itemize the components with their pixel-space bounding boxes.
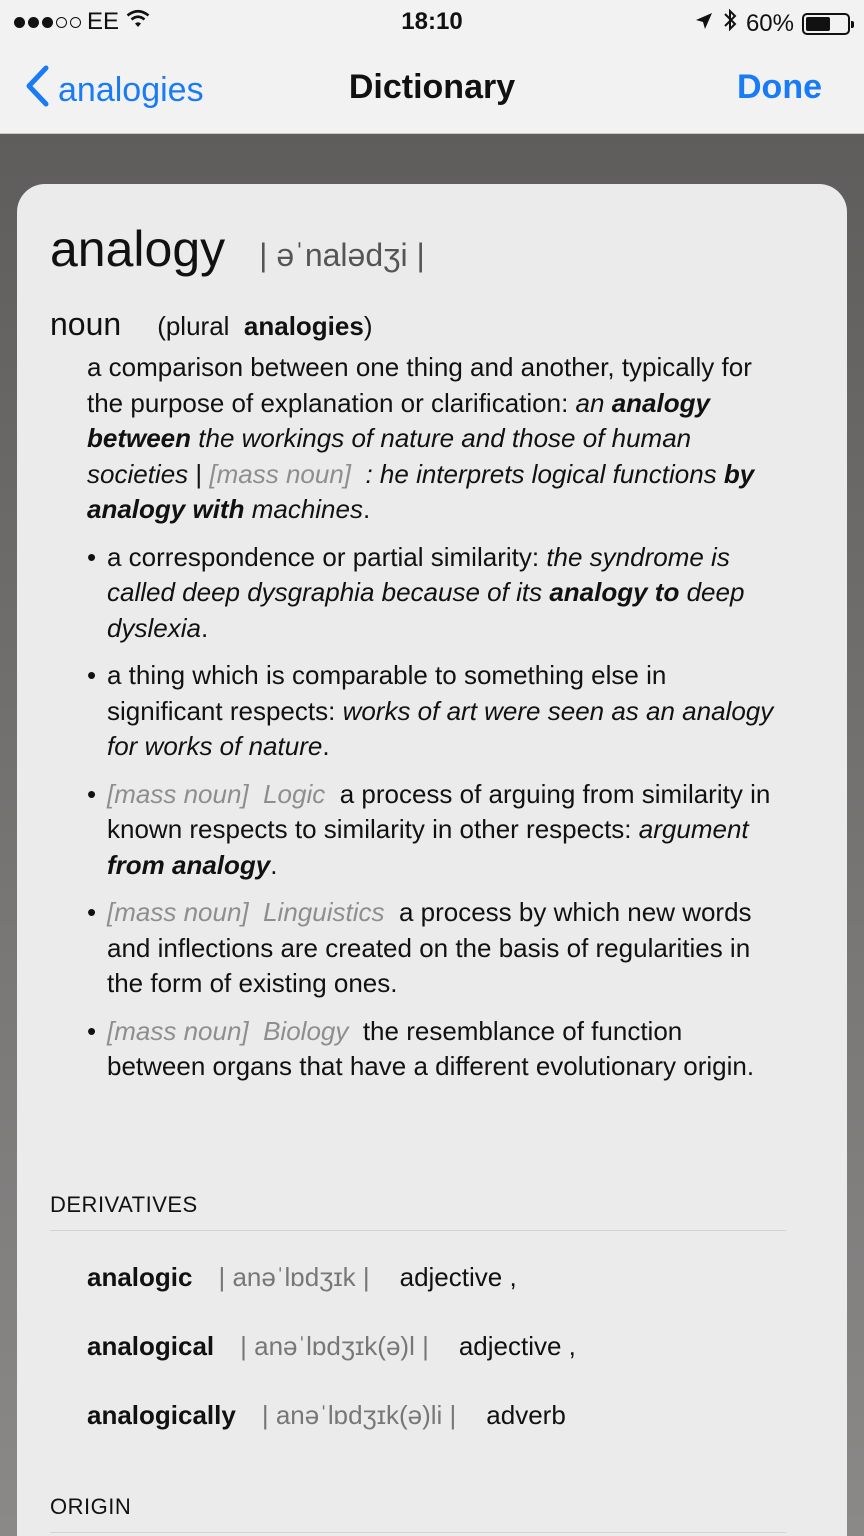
sense-item: • [mass noun] Linguistics a process by which new words and inflections are created on the basis of regularities in the form of existing ones. bbox=[87, 897, 752, 998]
nav-bar bbox=[0, 44, 864, 134]
battery-fill bbox=[806, 17, 830, 31]
carrier-label: EE bbox=[87, 8, 120, 35]
sense-item: • a thing which is comparable to something else in significant respects: works of art were seen as an analogy for works of nature. bbox=[87, 660, 774, 761]
derivative-word: analogical bbox=[87, 1331, 215, 1361]
status-right bbox=[694, 8, 850, 39]
sense-item: • [mass noun] Biology the resemblance of function between organs that have a different evolutionary origin. bbox=[87, 1015, 755, 1081]
back-label: analogies bbox=[58, 71, 204, 109]
derivative-pos: adjective , bbox=[399, 1262, 517, 1292]
section-divider bbox=[50, 1230, 786, 1231]
main-definition: a comparison between one thing and another, typically for the purpose of explanation or clarification: an analogy between the workings of nature and those of human societies | [mass noun] : he interprets logical functions by analogy with machines. bbox=[87, 352, 755, 524]
derivative-pron: | anəˈlɒdʒɪk(ə)l | bbox=[240, 1331, 429, 1361]
derivative-pos: adjective , bbox=[458, 1331, 576, 1361]
origin-heading: ORIGIN bbox=[50, 1494, 132, 1519]
sense-list bbox=[87, 540, 787, 1085]
page-title: Dictionary bbox=[348, 68, 516, 106]
status-bar bbox=[0, 0, 864, 44]
section-divider bbox=[50, 1532, 786, 1533]
dictionary-card[interactable] bbox=[17, 184, 847, 1536]
status-time: 18:10 bbox=[401, 8, 463, 35]
done-button[interactable]: Done bbox=[737, 68, 822, 106]
derivative-pron: | anəˈlɒdʒɪk(ə)li | bbox=[261, 1400, 457, 1430]
part-of-speech: noun bbox=[50, 306, 122, 342]
derivative-word: analogic bbox=[87, 1262, 193, 1292]
sense-item: • a correspondence or partial similarity: the syndrome is called deep dysgraphia because of its analogy to deep dyslexia. bbox=[87, 541, 745, 643]
derivative-row bbox=[87, 1400, 566, 1431]
derivatives-heading: DERIVATIVES bbox=[50, 1192, 198, 1217]
battery-percent: 60% bbox=[745, 9, 794, 37]
battery-icon bbox=[802, 13, 850, 35]
derivative-row bbox=[87, 1262, 517, 1293]
headword-row bbox=[50, 220, 425, 278]
derivative-pron: | anəˈlɒdʒɪk | bbox=[218, 1262, 370, 1292]
headword: analogy bbox=[50, 221, 226, 277]
location-arrow-icon bbox=[694, 10, 714, 38]
plural-form: (plural analogies) bbox=[157, 311, 373, 341]
bluetooth-icon bbox=[722, 8, 738, 39]
definitions bbox=[87, 350, 787, 1097]
pronunciation: | əˈnalədʒi | bbox=[259, 237, 425, 273]
derivative-row bbox=[87, 1331, 576, 1362]
derivative-word: analogically bbox=[87, 1400, 236, 1430]
part-of-speech-row bbox=[50, 306, 373, 343]
derivative-pos: adverb bbox=[486, 1400, 566, 1430]
sense-item: • [mass noun] Logic a process of arguing from similarity in known respects to similarity in other respects: argument from analogy. bbox=[87, 778, 771, 880]
